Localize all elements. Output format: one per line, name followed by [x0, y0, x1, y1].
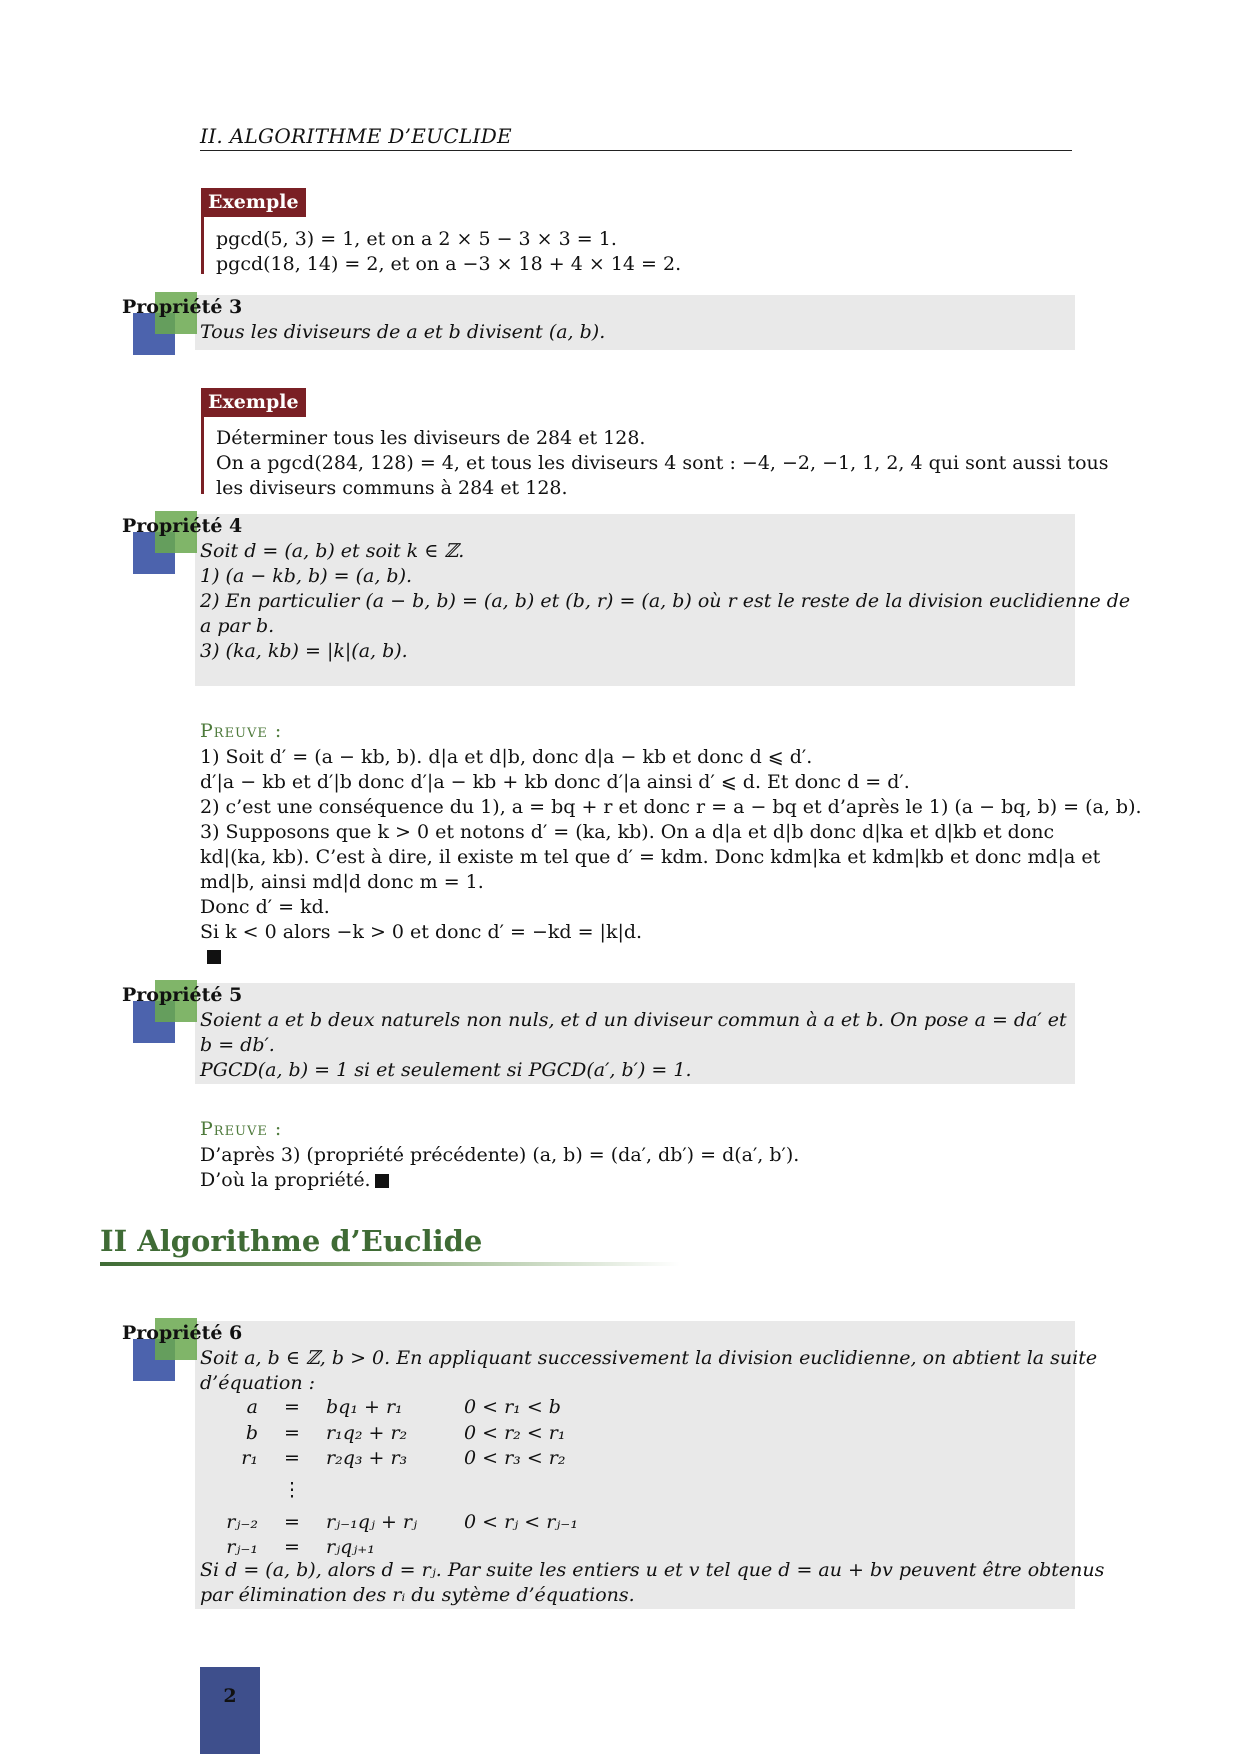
property-title: Propriété 5 — [122, 984, 243, 1006]
qed-square-icon — [207, 950, 221, 964]
property-text: Si d = (a, b), alors d = rⱼ. Par suite les entiers u et v tel que d = au + bv peuvent être obtenus — [200, 1559, 1105, 1581]
equation-rhs — [326, 1472, 464, 1510]
property-text: 3) (ka, kb) = |k|(a, b). — [200, 640, 408, 662]
proof-line: kd|(ka, kb). C’est à dire, il existe m tel que d′ = kdm. Donc kdm|ka et kdm|kb et donc md|a et — [200, 846, 1101, 868]
property-text: par élimination des rᵢ du sytème d’équations. — [200, 1584, 635, 1606]
equation-rhs: r₂q₃ + r₃ — [326, 1447, 408, 1469]
property-text: 1) (a − kb, b) = (a, b). — [200, 565, 413, 587]
equation-row — [208, 1472, 578, 1510]
equation-sign: = — [284, 1421, 300, 1444]
property-title: Propriété 4 — [122, 515, 243, 537]
equation-row — [208, 1535, 578, 1561]
equation-condition: 0 < r₂ < r₁ — [464, 1421, 566, 1444]
example-line: les diviseurs communs à 284 et 128. — [216, 477, 568, 499]
property-text: Soit a, b ∈ ℤ, b > 0. En appliquant successivement la division euclidienne, on abtient la suite — [200, 1347, 1098, 1369]
section-rule — [100, 1262, 680, 1266]
example-line: pgcd(5, 3) = 1, et on a 2 × 5 − 3 × 3 = 1. — [216, 228, 617, 250]
example-line: Déterminer tous les diviseurs de 284 et 128. — [216, 427, 646, 449]
page-number: 2 — [200, 1667, 260, 1754]
equation-lhs: rⱼ₋₂ — [226, 1510, 258, 1533]
example-label: Exemple — [201, 188, 306, 217]
equation-row — [208, 1421, 578, 1447]
equation-row — [208, 1510, 578, 1536]
equation-sign: = — [284, 1396, 300, 1418]
equation-lhs: b — [245, 1421, 258, 1444]
proof-line: Si k < 0 alors −k > 0 et donc d′ = −kd = |k|d. — [200, 921, 643, 943]
equation-condition: 0 < r₁ < b — [464, 1396, 561, 1418]
running-header: II. ALGORITHME D’EUCLIDE — [200, 124, 1072, 151]
equation-condition: 0 < rⱼ < rⱼ₋₁ — [464, 1510, 578, 1533]
example-line: pgcd(18, 14) = 2, et on a −3 × 18 + 4 × 14 = 2. — [216, 253, 682, 275]
proof-line: Donc d′ = kd. — [200, 896, 330, 918]
example-bar — [201, 416, 204, 494]
proof-label: Preuve : — [200, 720, 283, 742]
proof-line: 1) Soit d′ = (a − kb, b). d|a et d|b, donc d|a − kb et donc d ⩽ d′. — [200, 746, 813, 768]
equation-lhs: a — [246, 1396, 258, 1418]
proof-line: 3) Supposons que k > 0 et notons d′ = (ka, kb). On a d|a et d|b donc d|ka et d|kb et donc — [200, 821, 1055, 843]
equation-lhs: rⱼ₋₁ — [226, 1536, 258, 1558]
property-text: Soient a et b deux naturels non nuls, et d un diviseur commun à a et b. On pose a = da′ et — [200, 1009, 1067, 1031]
property-text: 2) En particulier (a − b, b) = (a, b) et (b, r) = (a, b) où r est le reste de la division euclidienne de — [200, 590, 1131, 612]
proof-label: Preuve : — [200, 1118, 283, 1140]
equation-rhs: r₁q₂ + r₂ — [326, 1421, 408, 1444]
qed-square-icon — [375, 1174, 389, 1188]
proof-line: 2) c’est une conséquence du 1), a = bq + r et donc r = a − bq et d’après le 1) (a − bq, b) = (a, b). — [200, 796, 1142, 818]
property-title: Propriété 3 — [122, 296, 243, 318]
example-bar — [201, 216, 204, 274]
proof-line: d′|a − kb et d′|b donc d′|a − kb + kb donc d′|a ainsi d′ ⩽ d. Et donc d = d′. — [200, 771, 910, 793]
example-line: On a pgcd(284, 128) = 4, et tous les diviseurs 4 sont : −4, −2, −1, 1, 2, 4 qui sont aussi tous — [216, 452, 1109, 474]
section-title: II Algorithme d’Euclide — [100, 1224, 483, 1258]
property-text: a par b. — [200, 615, 275, 637]
proof-line: D’après 3) (propriété précédente) (a, b) = (da′, db′) = d(a′, b′). — [200, 1144, 800, 1166]
equation-rhs: rⱼqⱼ₊₁ — [326, 1536, 375, 1558]
proof-line: md|b, ainsi md|d donc m = 1. — [200, 871, 484, 893]
equation-condition — [464, 1535, 578, 1561]
property-text: Soit d = (a, b) et soit k ∈ ℤ. — [200, 540, 465, 562]
example-label: Exemple — [201, 388, 306, 417]
equation-sign: = — [284, 1510, 300, 1533]
property-text: PGCD(a, b) = 1 si et seulement si PGCD(a′, b′) = 1. — [200, 1059, 692, 1081]
equation-rhs: rⱼ₋₁qⱼ + rⱼ — [326, 1510, 418, 1533]
equation-condition: 0 < r₃ < r₂ — [464, 1447, 566, 1469]
equation-sign: = — [284, 1536, 300, 1558]
equation-lhs — [208, 1472, 258, 1510]
equation-lhs: r₁ — [241, 1447, 258, 1469]
property-title: Propriété 6 — [122, 1322, 243, 1344]
property-text: Tous les diviseurs de a et b divisent (a, b). — [200, 321, 606, 343]
equation-system — [208, 1395, 578, 1561]
property-text: d’équation : — [200, 1372, 316, 1394]
equation-row — [208, 1446, 578, 1472]
vertical-dots: ⋮ — [282, 1478, 302, 1501]
equation-rhs: bq₁ + r₁ — [326, 1396, 403, 1418]
proof-line: D’où la propriété. — [200, 1169, 371, 1191]
property-text: b = db′. — [200, 1034, 275, 1056]
equation-condition — [464, 1472, 578, 1510]
equation-row — [208, 1395, 578, 1421]
equation-sign: = — [284, 1447, 300, 1469]
